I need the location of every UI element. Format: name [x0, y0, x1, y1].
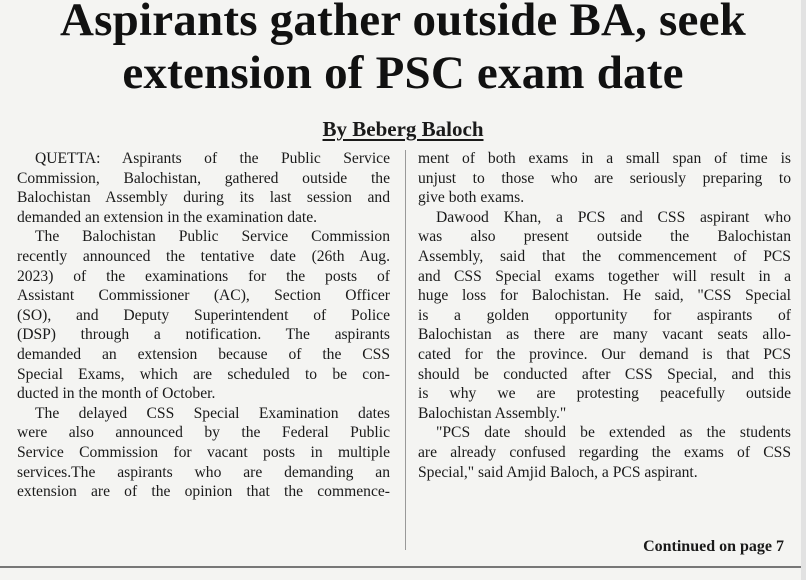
- article-line: QUETTA: Aspirants of the Public Service: [35, 150, 390, 167]
- article-line: give both exams.: [418, 189, 525, 207]
- article-column-left: [17, 149, 390, 502]
- article-line: is a golden opportunity for aspirants of: [418, 306, 791, 324]
- article-line: The Balochistan Public Service Commission: [35, 228, 390, 246]
- article-line: demanded an extension in the examination date.: [17, 208, 318, 226]
- article-line: is why we are protesting peacefully outside: [418, 385, 791, 403]
- article-line: are already confused regarding the exams of CSS: [418, 443, 791, 461]
- article-column-right: [418, 149, 791, 482]
- article-line: demanded an extension because of the CSS: [17, 345, 390, 363]
- article-line: The delayed CSS Special Examination dates: [35, 404, 390, 422]
- article-line: (SO), and Deputy Superintendent of Police: [17, 306, 390, 324]
- article-line: "PCS date should be extended as the students: [436, 424, 791, 442]
- article-line: Service Commission for vacant posts in multiple: [17, 443, 390, 461]
- article-line: and CSS Special exams together will result in a: [418, 267, 791, 285]
- article-line: unjust to those who are seriously preparing to: [418, 169, 791, 187]
- article-line: Special," said Amjid Baloch, a PCS aspirant.: [418, 463, 698, 481]
- article-line: cated for the province. Our demand is that PCS: [418, 345, 791, 363]
- article-line: Dawood Khan, a PCS and CSS aspirant who: [436, 208, 791, 226]
- article-line: Balochistan Assembly.": [418, 404, 567, 422]
- article-line: huge loss for Balochistan. He said, "CSS Special: [418, 287, 791, 305]
- continued-on-page: Continued on page 7: [643, 538, 784, 555]
- article-line: Assistant Commissioner (AC), Section Officer: [17, 287, 390, 305]
- article-line: recently announced the tentative date (26th Aug.: [17, 247, 390, 265]
- article-line: Balochistan as there are many vacant seats allo-: [418, 326, 791, 344]
- article-line: Balochistan Assembly during its last session and: [17, 189, 390, 207]
- headline-line-2: extension of PSC exam date: [122, 47, 684, 99]
- article-line: ducted in the month of October.: [17, 385, 216, 403]
- page-edge: [801, 0, 806, 580]
- article-line: should be conducted after CSS Special, and this: [418, 365, 791, 383]
- column-divider: [405, 150, 406, 550]
- byline: By Beberg Baloch: [322, 117, 484, 141]
- article-line: services.The aspirants who are demanding an: [17, 463, 390, 481]
- article-line: was also present outside the Balochistan: [418, 228, 791, 246]
- article-line: Assembly, said that the commencement of PCS: [418, 247, 791, 265]
- bottom-rule: [0, 566, 806, 568]
- article-line: (DSP) through a notification. The aspirants: [17, 326, 390, 344]
- article-line: Special Exams, which are scheduled to be con-: [17, 365, 390, 383]
- article-line: 2023) of the examinations for the posts of: [17, 267, 390, 285]
- article-line: Commission, Balochistan, gathered outside the: [17, 169, 390, 187]
- article-line: ment of both exams in a small span of time is: [418, 150, 791, 167]
- headline-line-1: Aspirants gather outside BA, seek: [60, 0, 746, 46]
- article-line: were also announced by the Federal Public: [17, 424, 390, 442]
- article-line: extension are of the opinion that the commence-: [17, 483, 390, 501]
